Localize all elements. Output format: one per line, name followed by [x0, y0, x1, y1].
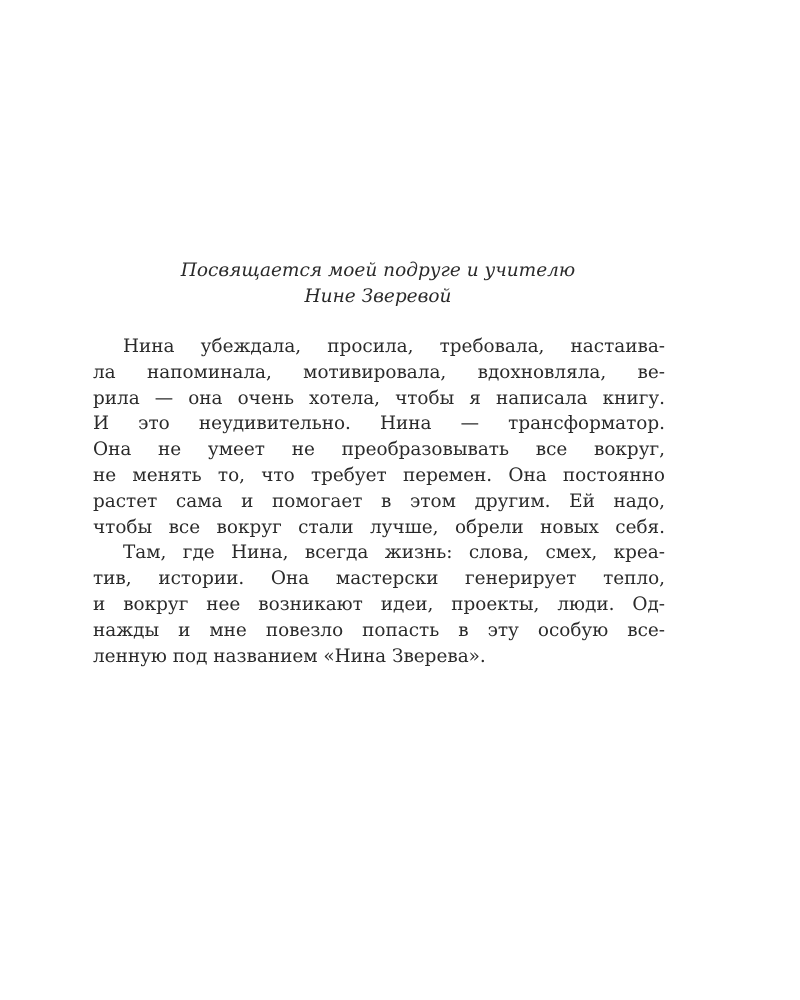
text-line: не менять то, что требует перемен. Она постоянно	[93, 464, 665, 486]
text-line: Она не умеет не преобразовывать все вокруг,	[93, 439, 665, 461]
paragraph	[93, 334, 665, 540]
text-line: И это неудивительно. Нина — трансформатор.	[93, 413, 665, 435]
text-line: рила — она очень хотела, чтобы я написала книгу.	[93, 387, 665, 409]
text-line: нажды и мне повезло попасть в эту особую все-	[93, 619, 665, 641]
dedication-name: Нине Зверевой	[304, 286, 452, 307]
body-text	[93, 334, 665, 669]
text-line: Нина убеждала, просила, требовала, настаива-	[123, 336, 665, 357]
dedication	[93, 258, 663, 310]
text-line: ленную под названием «Нина Зверева».	[93, 645, 486, 667]
text-line: тив, истории. Она мастерски генерирует тепло,	[93, 568, 665, 590]
paragraph	[93, 540, 665, 669]
text-line: Там, где Нина, всегда жизнь: слова, смех, креа-	[123, 542, 665, 564]
text-line: и вокруг нее возникают идеи, проекты, люди. Од-	[93, 593, 665, 615]
text-line: растет сама и помогает в этом другим. Ей надо,	[93, 490, 665, 512]
text-line: ла напоминала, мотивировала, вдохновляла, ве-	[93, 361, 665, 383]
dedication-line: Посвящается моей подруге и учителю	[180, 260, 576, 281]
text-line: чтобы все вокруг стали лучше, обрели новых себя.	[93, 516, 665, 538]
